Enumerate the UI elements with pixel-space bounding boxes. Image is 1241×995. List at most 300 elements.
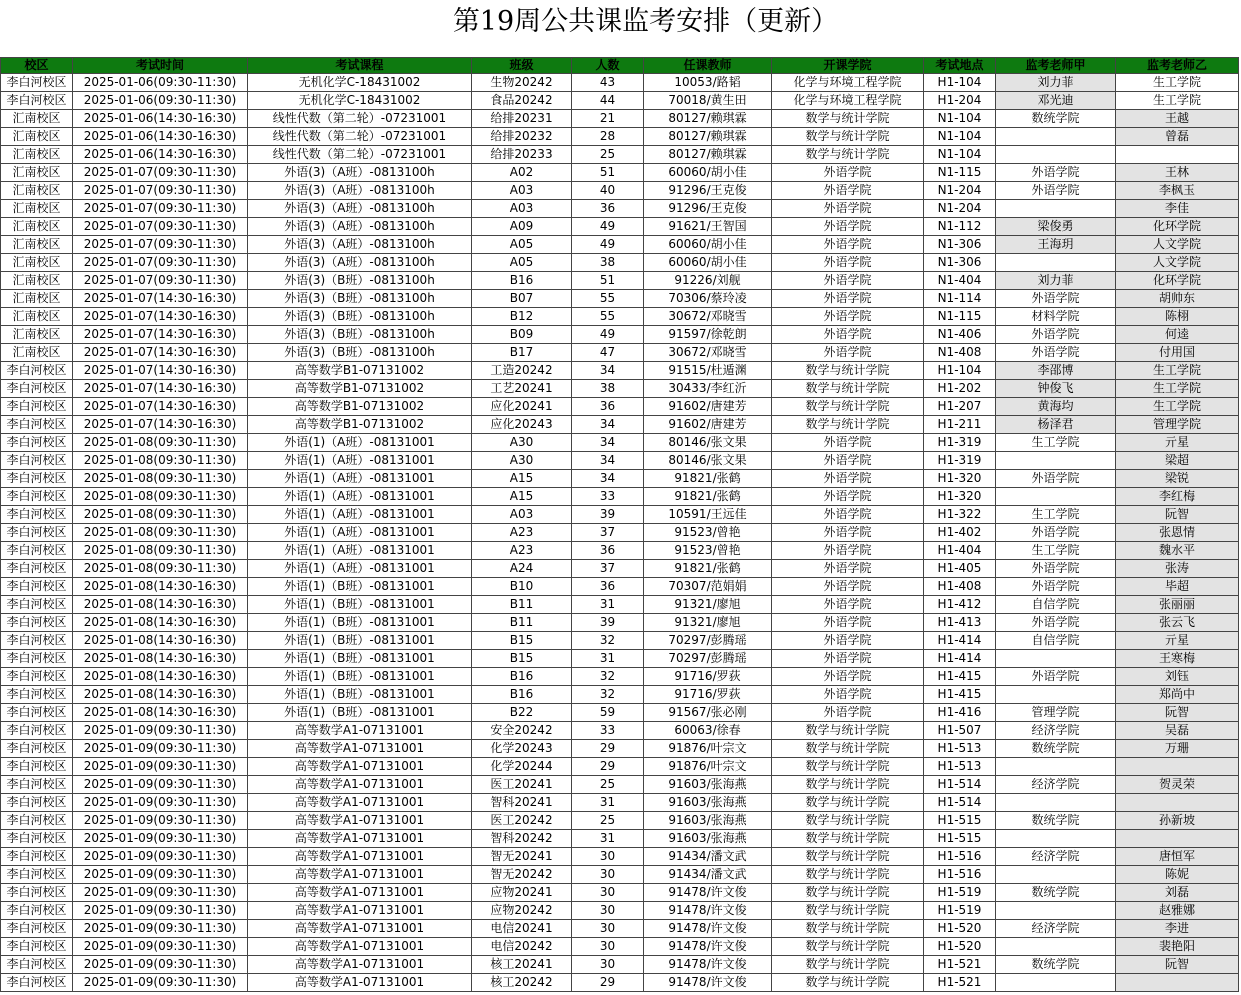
cell-exam-time[interactable]: 2025-01-09(09:30-11:30) — [73, 866, 248, 884]
cell-exam-course[interactable]: 外语(3)（A班）-0813100h — [248, 236, 472, 254]
cell-class[interactable]: B16 — [472, 272, 572, 290]
cell-exam-course[interactable]: 外语(1)（B班）-08131001 — [248, 704, 472, 722]
cell-teacher[interactable]: 91567/张必刚 — [644, 704, 772, 722]
cell-count[interactable]: 33 — [572, 488, 644, 506]
cell-college[interactable]: 数学与统计学院 — [772, 398, 924, 416]
cell-class[interactable]: 核工20242 — [472, 974, 572, 992]
cell-exam-time[interactable]: 2025-01-08(14:30-16:30) — [73, 632, 248, 650]
cell-location[interactable]: N1-115 — [924, 164, 996, 182]
cell-exam-course[interactable]: 高等数学A1-07131001 — [248, 866, 472, 884]
cell-location[interactable]: H1-207 — [924, 398, 996, 416]
cell-teacher[interactable]: 91523/曾艳 — [644, 524, 772, 542]
cell-proctor-a[interactable] — [996, 686, 1116, 704]
cell-count[interactable]: 32 — [572, 686, 644, 704]
cell-proctor-b[interactable]: 郑尚中 — [1116, 686, 1239, 704]
cell-count[interactable]: 49 — [572, 218, 644, 236]
cell-exam-time[interactable]: 2025-01-08(09:30-11:30) — [73, 524, 248, 542]
cell-campus[interactable]: 李白河校区 — [1, 524, 73, 542]
cell-exam-course[interactable]: 高等数学B1-07131002 — [248, 362, 472, 380]
cell-proctor-a[interactable]: 生工学院 — [996, 434, 1116, 452]
cell-campus[interactable]: 汇南校区 — [1, 146, 73, 164]
cell-location[interactable]: H1-202 — [924, 380, 996, 398]
cell-location[interactable]: N1-306 — [924, 236, 996, 254]
cell-exam-course[interactable]: 高等数学A1-07131001 — [248, 758, 472, 776]
cell-exam-time[interactable]: 2025-01-09(09:30-11:30) — [73, 758, 248, 776]
cell-location[interactable]: H1-414 — [924, 632, 996, 650]
cell-location[interactable]: H1-520 — [924, 938, 996, 956]
cell-proctor-a[interactable] — [996, 254, 1116, 272]
cell-campus[interactable]: 李白河校区 — [1, 74, 73, 92]
cell-class[interactable]: 应物20241 — [472, 884, 572, 902]
cell-proctor-a[interactable]: 杨泽君 — [996, 416, 1116, 434]
cell-proctor-b[interactable]: 阮智 — [1116, 956, 1239, 974]
cell-count[interactable]: 36 — [572, 578, 644, 596]
cell-campus[interactable]: 李白河校区 — [1, 794, 73, 812]
cell-campus[interactable]: 李白河校区 — [1, 434, 73, 452]
cell-exam-time[interactable]: 2025-01-09(09:30-11:30) — [73, 776, 248, 794]
cell-proctor-a[interactable] — [996, 488, 1116, 506]
cell-teacher[interactable]: 80127/赖琪霖 — [644, 146, 772, 164]
cell-count[interactable]: 21 — [572, 110, 644, 128]
cell-count[interactable]: 47 — [572, 344, 644, 362]
cell-exam-time[interactable]: 2025-01-06(14:30-16:30) — [73, 128, 248, 146]
cell-location[interactable]: H1-104 — [924, 74, 996, 92]
cell-exam-course[interactable]: 外语(1)（B班）-08131001 — [248, 596, 472, 614]
cell-teacher[interactable]: 91478/许文俊 — [644, 884, 772, 902]
cell-count[interactable]: 25 — [572, 776, 644, 794]
cell-proctor-a[interactable]: 外语学院 — [996, 470, 1116, 488]
cell-proctor-b[interactable] — [1116, 758, 1239, 776]
cell-proctor-a[interactable]: 钟俊飞 — [996, 380, 1116, 398]
cell-college[interactable]: 外语学院 — [772, 434, 924, 452]
cell-count[interactable]: 25 — [572, 146, 644, 164]
cell-proctor-b[interactable] — [1116, 146, 1239, 164]
cell-exam-time[interactable]: 2025-01-08(14:30-16:30) — [73, 686, 248, 704]
cell-count[interactable]: 25 — [572, 812, 644, 830]
cell-college[interactable]: 外语学院 — [772, 704, 924, 722]
cell-exam-time[interactable]: 2025-01-09(09:30-11:30) — [73, 938, 248, 956]
cell-proctor-a[interactable] — [996, 650, 1116, 668]
cell-count[interactable]: 43 — [572, 74, 644, 92]
cell-proctor-b[interactable]: 何逵 — [1116, 326, 1239, 344]
cell-exam-time[interactable]: 2025-01-08(09:30-11:30) — [73, 560, 248, 578]
cell-teacher[interactable]: 91296/王克俊 — [644, 182, 772, 200]
cell-proctor-b[interactable]: 生工学院 — [1116, 74, 1239, 92]
cell-class[interactable]: 食品20242 — [472, 92, 572, 110]
cell-location[interactable]: H1-507 — [924, 722, 996, 740]
cell-location[interactable]: N1-104 — [924, 128, 996, 146]
cell-proctor-a[interactable]: 外语学院 — [996, 668, 1116, 686]
cell-class[interactable]: B12 — [472, 308, 572, 326]
cell-proctor-b[interactable]: 胡帅东 — [1116, 290, 1239, 308]
cell-teacher[interactable]: 10053/路韬 — [644, 74, 772, 92]
cell-class[interactable]: 智科20242 — [472, 830, 572, 848]
cell-exam-time[interactable]: 2025-01-09(09:30-11:30) — [73, 830, 248, 848]
cell-proctor-a[interactable] — [996, 452, 1116, 470]
cell-exam-course[interactable]: 线性代数（第二轮）-07231001 — [248, 110, 472, 128]
cell-exam-time[interactable]: 2025-01-06(09:30-11:30) — [73, 92, 248, 110]
cell-campus[interactable]: 李白河校区 — [1, 830, 73, 848]
cell-class[interactable]: B11 — [472, 614, 572, 632]
cell-exam-time[interactable]: 2025-01-07(14:30-16:30) — [73, 416, 248, 434]
cell-exam-time[interactable]: 2025-01-08(09:30-11:30) — [73, 470, 248, 488]
cell-teacher[interactable]: 91434/潘文武 — [644, 848, 772, 866]
cell-exam-time[interactable]: 2025-01-07(14:30-16:30) — [73, 362, 248, 380]
cell-proctor-b[interactable]: 管理学院 — [1116, 416, 1239, 434]
cell-college[interactable]: 数学与统计学院 — [772, 974, 924, 992]
cell-count[interactable]: 30 — [572, 920, 644, 938]
cell-college[interactable]: 外语学院 — [772, 164, 924, 182]
cell-location[interactable]: H1-516 — [924, 866, 996, 884]
cell-exam-course[interactable]: 外语(1)（A班）-08131001 — [248, 560, 472, 578]
cell-teacher[interactable]: 91821/张鹤 — [644, 470, 772, 488]
cell-location[interactable]: H1-416 — [924, 704, 996, 722]
cell-class[interactable]: 化学20244 — [472, 758, 572, 776]
cell-college[interactable]: 外语学院 — [772, 326, 924, 344]
cell-exam-course[interactable]: 外语(1)（A班）-08131001 — [248, 434, 472, 452]
cell-teacher[interactable]: 30672/邓晓雪 — [644, 344, 772, 362]
cell-exam-time[interactable]: 2025-01-08(09:30-11:30) — [73, 542, 248, 560]
cell-campus[interactable]: 李白河校区 — [1, 902, 73, 920]
cell-exam-course[interactable]: 外语(1)（B班）-08131001 — [248, 614, 472, 632]
cell-class[interactable]: A24 — [472, 560, 572, 578]
cell-exam-course[interactable]: 高等数学A1-07131001 — [248, 794, 472, 812]
cell-class[interactable]: A03 — [472, 506, 572, 524]
cell-proctor-b[interactable]: 化环学院 — [1116, 218, 1239, 236]
cell-teacher[interactable]: 91716/罗荻 — [644, 686, 772, 704]
cell-teacher[interactable]: 30433/李红沂 — [644, 380, 772, 398]
cell-exam-time[interactable]: 2025-01-09(09:30-11:30) — [73, 794, 248, 812]
cell-class[interactable]: B11 — [472, 596, 572, 614]
cell-exam-time[interactable]: 2025-01-08(09:30-11:30) — [73, 488, 248, 506]
cell-count[interactable]: 30 — [572, 956, 644, 974]
cell-exam-time[interactable]: 2025-01-07(09:30-11:30) — [73, 218, 248, 236]
cell-count[interactable]: 29 — [572, 740, 644, 758]
cell-college[interactable]: 数学与统计学院 — [772, 938, 924, 956]
cell-college[interactable]: 数学与统计学院 — [772, 758, 924, 776]
cell-teacher[interactable]: 80146/张文果 — [644, 452, 772, 470]
cell-teacher[interactable]: 91321/廖旭 — [644, 614, 772, 632]
cell-exam-time[interactable]: 2025-01-09(09:30-11:30) — [73, 722, 248, 740]
cell-proctor-a[interactable]: 数统学院 — [996, 740, 1116, 758]
cell-exam-course[interactable]: 外语(3)（A班）-0813100h — [248, 164, 472, 182]
cell-count[interactable]: 29 — [572, 974, 644, 992]
cell-proctor-b[interactable]: 生工学院 — [1116, 92, 1239, 110]
header-proctor-a[interactable]: 监考老师甲 — [996, 58, 1116, 74]
cell-location[interactable]: H1-514 — [924, 776, 996, 794]
cell-class[interactable]: A30 — [472, 452, 572, 470]
cell-exam-course[interactable]: 外语(3)（A班）-0813100h — [248, 200, 472, 218]
cell-location[interactable]: N1-204 — [924, 200, 996, 218]
cell-proctor-a[interactable] — [996, 794, 1116, 812]
cell-class[interactable]: 化学20243 — [472, 740, 572, 758]
cell-college[interactable]: 外语学院 — [772, 524, 924, 542]
cell-class[interactable]: 医工20242 — [472, 812, 572, 830]
cell-teacher[interactable]: 91597/徐乾朗 — [644, 326, 772, 344]
cell-exam-time[interactable]: 2025-01-08(14:30-16:30) — [73, 578, 248, 596]
cell-class[interactable]: 给排20232 — [472, 128, 572, 146]
cell-exam-course[interactable]: 外语(1)（A班）-08131001 — [248, 488, 472, 506]
cell-count[interactable]: 34 — [572, 362, 644, 380]
cell-exam-course[interactable]: 无机化学C-18431002 — [248, 74, 472, 92]
cell-proctor-b[interactable]: 张恩情 — [1116, 524, 1239, 542]
cell-exam-course[interactable]: 外语(3)（A班）-0813100h — [248, 254, 472, 272]
cell-college[interactable]: 外语学院 — [772, 272, 924, 290]
cell-college[interactable]: 外语学院 — [772, 488, 924, 506]
header-teacher[interactable]: 任课教师 — [644, 58, 772, 74]
cell-college[interactable]: 外语学院 — [772, 218, 924, 236]
cell-proctor-b[interactable]: 张云飞 — [1116, 614, 1239, 632]
cell-proctor-a[interactable]: 经济学院 — [996, 722, 1116, 740]
cell-class[interactable]: A03 — [472, 200, 572, 218]
cell-location[interactable]: N1-306 — [924, 254, 996, 272]
cell-exam-time[interactable]: 2025-01-09(09:30-11:30) — [73, 956, 248, 974]
cell-campus[interactable]: 李白河校区 — [1, 938, 73, 956]
cell-location[interactable]: H1-402 — [924, 524, 996, 542]
cell-campus[interactable]: 李白河校区 — [1, 452, 73, 470]
cell-class[interactable]: 工造20242 — [472, 362, 572, 380]
cell-exam-course[interactable]: 高等数学B1-07131002 — [248, 380, 472, 398]
cell-proctor-a[interactable] — [996, 830, 1116, 848]
cell-teacher[interactable]: 91876/叶宗文 — [644, 740, 772, 758]
cell-count[interactable]: 30 — [572, 884, 644, 902]
cell-count[interactable]: 30 — [572, 902, 644, 920]
cell-proctor-b[interactable]: 唐恒军 — [1116, 848, 1239, 866]
cell-class[interactable]: A23 — [472, 542, 572, 560]
cell-proctor-b[interactable]: 李红梅 — [1116, 488, 1239, 506]
cell-class[interactable]: B17 — [472, 344, 572, 362]
cell-exam-time[interactable]: 2025-01-07(09:30-11:30) — [73, 272, 248, 290]
cell-proctor-a[interactable]: 刘力菲 — [996, 272, 1116, 290]
cell-exam-course[interactable]: 高等数学A1-07131001 — [248, 902, 472, 920]
cell-class[interactable]: B22 — [472, 704, 572, 722]
cell-location[interactable]: H1-320 — [924, 488, 996, 506]
cell-college[interactable]: 数学与统计学院 — [772, 740, 924, 758]
cell-location[interactable]: N1-104 — [924, 146, 996, 164]
cell-college[interactable]: 数学与统计学院 — [772, 794, 924, 812]
cell-exam-course[interactable]: 外语(1)（B班）-08131001 — [248, 686, 472, 704]
cell-count[interactable]: 36 — [572, 398, 644, 416]
cell-location[interactable]: H1-515 — [924, 830, 996, 848]
cell-proctor-a[interactable] — [996, 758, 1116, 776]
cell-teacher[interactable]: 91602/唐建芳 — [644, 398, 772, 416]
cell-proctor-a[interactable]: 数统学院 — [996, 110, 1116, 128]
cell-exam-course[interactable]: 高等数学A1-07131001 — [248, 884, 472, 902]
cell-proctor-b[interactable] — [1116, 830, 1239, 848]
cell-proctor-b[interactable]: 陈栩 — [1116, 308, 1239, 326]
cell-exam-time[interactable]: 2025-01-08(09:30-11:30) — [73, 452, 248, 470]
cell-college[interactable]: 数学与统计学院 — [772, 848, 924, 866]
cell-exam-course[interactable]: 高等数学A1-07131001 — [248, 812, 472, 830]
cell-proctor-b[interactable]: 吴磊 — [1116, 722, 1239, 740]
cell-count[interactable]: 49 — [572, 236, 644, 254]
cell-location[interactable]: H1-319 — [924, 434, 996, 452]
cell-location[interactable]: H1-513 — [924, 758, 996, 776]
header-campus[interactable]: 校区 — [1, 58, 73, 74]
cell-exam-course[interactable]: 外语(1)（B班）-08131001 — [248, 650, 472, 668]
cell-exam-course[interactable]: 外语(1)（A班）-08131001 — [248, 524, 472, 542]
cell-proctor-a[interactable]: 生工学院 — [996, 542, 1116, 560]
cell-exam-course[interactable]: 外语(3)（B班）-0813100h — [248, 344, 472, 362]
cell-exam-course[interactable]: 外语(3)（B班）-0813100h — [248, 272, 472, 290]
cell-class[interactable]: 医工20241 — [472, 776, 572, 794]
cell-location[interactable]: H1-412 — [924, 596, 996, 614]
cell-exam-time[interactable]: 2025-01-07(14:30-16:30) — [73, 326, 248, 344]
cell-proctor-a[interactable] — [996, 902, 1116, 920]
cell-class[interactable]: A03 — [472, 182, 572, 200]
cell-count[interactable]: 37 — [572, 560, 644, 578]
cell-campus[interactable]: 李白河校区 — [1, 920, 73, 938]
cell-campus[interactable]: 汇南校区 — [1, 254, 73, 272]
cell-exam-time[interactable]: 2025-01-07(14:30-16:30) — [73, 344, 248, 362]
cell-campus[interactable]: 李白河校区 — [1, 362, 73, 380]
cell-exam-time[interactable]: 2025-01-08(09:30-11:30) — [73, 506, 248, 524]
cell-class[interactable]: A15 — [472, 470, 572, 488]
cell-campus[interactable]: 李白河校区 — [1, 542, 73, 560]
cell-location[interactable]: N1-404 — [924, 272, 996, 290]
cell-location[interactable]: H1-320 — [924, 470, 996, 488]
cell-teacher[interactable]: 91602/唐建芳 — [644, 416, 772, 434]
cell-teacher[interactable]: 30672/邓晓雪 — [644, 308, 772, 326]
cell-proctor-a[interactable]: 管理学院 — [996, 704, 1116, 722]
cell-class[interactable]: A05 — [472, 236, 572, 254]
cell-location[interactable]: H1-204 — [924, 92, 996, 110]
cell-location[interactable]: H1-413 — [924, 614, 996, 632]
cell-class[interactable]: B10 — [472, 578, 572, 596]
cell-proctor-b[interactable] — [1116, 974, 1239, 992]
cell-teacher[interactable]: 91226/刘舰 — [644, 272, 772, 290]
cell-college[interactable]: 数学与统计学院 — [772, 776, 924, 794]
cell-campus[interactable]: 李白河校区 — [1, 758, 73, 776]
cell-teacher[interactable]: 91515/杜遁渊 — [644, 362, 772, 380]
cell-class[interactable]: B15 — [472, 650, 572, 668]
cell-proctor-b[interactable]: 亓星 — [1116, 632, 1239, 650]
cell-count[interactable]: 38 — [572, 254, 644, 272]
cell-class[interactable]: A15 — [472, 488, 572, 506]
cell-proctor-b[interactable]: 张丽丽 — [1116, 596, 1239, 614]
cell-teacher[interactable]: 91478/许文俊 — [644, 974, 772, 992]
cell-location[interactable]: N1-408 — [924, 344, 996, 362]
cell-college[interactable]: 数学与统计学院 — [772, 110, 924, 128]
cell-campus[interactable]: 李白河校区 — [1, 578, 73, 596]
cell-location[interactable]: H1-414 — [924, 650, 996, 668]
cell-proctor-a[interactable]: 外语学院 — [996, 560, 1116, 578]
cell-exam-course[interactable]: 高等数学A1-07131001 — [248, 848, 472, 866]
cell-campus[interactable]: 李白河校区 — [1, 416, 73, 434]
cell-teacher[interactable]: 91621/王智国 — [644, 218, 772, 236]
cell-college[interactable]: 数学与统计学院 — [772, 956, 924, 974]
cell-count[interactable]: 55 — [572, 290, 644, 308]
cell-teacher[interactable]: 91876/叶宗文 — [644, 758, 772, 776]
cell-count[interactable]: 39 — [572, 614, 644, 632]
cell-proctor-b[interactable]: 贺灵荣 — [1116, 776, 1239, 794]
cell-location[interactable]: N1-204 — [924, 182, 996, 200]
cell-proctor-b[interactable]: 生工学院 — [1116, 362, 1239, 380]
cell-class[interactable]: 给排20233 — [472, 146, 572, 164]
cell-location[interactable]: N1-104 — [924, 110, 996, 128]
cell-location[interactable]: H1-415 — [924, 686, 996, 704]
cell-location[interactable]: H1-408 — [924, 578, 996, 596]
cell-campus[interactable]: 汇南校区 — [1, 290, 73, 308]
cell-count[interactable]: 40 — [572, 182, 644, 200]
cell-class[interactable]: 工艺20241 — [472, 380, 572, 398]
cell-exam-course[interactable]: 高等数学A1-07131001 — [248, 956, 472, 974]
cell-class[interactable]: A09 — [472, 218, 572, 236]
cell-location[interactable]: H1-211 — [924, 416, 996, 434]
cell-exam-time[interactable]: 2025-01-08(14:30-16:30) — [73, 704, 248, 722]
cell-proctor-b[interactable]: 刘钰 — [1116, 668, 1239, 686]
cell-exam-time[interactable]: 2025-01-07(09:30-11:30) — [73, 236, 248, 254]
cell-teacher[interactable]: 91603/张海燕 — [644, 776, 772, 794]
cell-proctor-a[interactable]: 李邵博 — [996, 362, 1116, 380]
cell-exam-time[interactable]: 2025-01-09(09:30-11:30) — [73, 812, 248, 830]
cell-college[interactable]: 数学与统计学院 — [772, 866, 924, 884]
cell-teacher[interactable]: 91716/罗荻 — [644, 668, 772, 686]
cell-proctor-a[interactable]: 外语学院 — [996, 344, 1116, 362]
cell-college[interactable]: 外语学院 — [772, 452, 924, 470]
cell-count[interactable]: 44 — [572, 92, 644, 110]
cell-proctor-a[interactable]: 外语学院 — [996, 524, 1116, 542]
cell-class[interactable]: 生物20242 — [472, 74, 572, 92]
cell-campus[interactable]: 李白河校区 — [1, 506, 73, 524]
cell-exam-time[interactable]: 2025-01-08(14:30-16:30) — [73, 596, 248, 614]
cell-proctor-b[interactable] — [1116, 794, 1239, 812]
cell-college[interactable]: 外语学院 — [772, 560, 924, 578]
cell-count[interactable]: 30 — [572, 866, 644, 884]
cell-teacher[interactable]: 80127/赖琪霖 — [644, 128, 772, 146]
cell-proctor-a[interactable]: 外语学院 — [996, 326, 1116, 344]
cell-location[interactable]: H1-521 — [924, 974, 996, 992]
cell-exam-time[interactable]: 2025-01-07(14:30-16:30) — [73, 290, 248, 308]
cell-teacher[interactable]: 91478/许文俊 — [644, 938, 772, 956]
cell-teacher[interactable]: 60060/胡小佳 — [644, 254, 772, 272]
cell-location[interactable]: H1-405 — [924, 560, 996, 578]
cell-proctor-a[interactable]: 外语学院 — [996, 164, 1116, 182]
cell-teacher[interactable]: 70297/彭腾瑶 — [644, 650, 772, 668]
cell-proctor-a[interactable]: 数统学院 — [996, 884, 1116, 902]
cell-college[interactable]: 外语学院 — [772, 308, 924, 326]
header-class[interactable]: 班级 — [472, 58, 572, 74]
cell-proctor-b[interactable]: 人文学院 — [1116, 254, 1239, 272]
cell-exam-time[interactable]: 2025-01-07(14:30-16:30) — [73, 308, 248, 326]
cell-exam-time[interactable]: 2025-01-07(09:30-11:30) — [73, 182, 248, 200]
cell-count[interactable]: 28 — [572, 128, 644, 146]
cell-proctor-b[interactable]: 裴艳阳 — [1116, 938, 1239, 956]
cell-count[interactable]: 31 — [572, 794, 644, 812]
cell-proctor-b[interactable]: 李佳 — [1116, 200, 1239, 218]
cell-proctor-b[interactable]: 曾磊 — [1116, 128, 1239, 146]
cell-college[interactable]: 数学与统计学院 — [772, 146, 924, 164]
cell-location[interactable]: H1-521 — [924, 956, 996, 974]
cell-proctor-a[interactable]: 材料学院 — [996, 308, 1116, 326]
cell-college[interactable]: 外语学院 — [772, 596, 924, 614]
cell-exam-course[interactable]: 外语(1)（A班）-08131001 — [248, 542, 472, 560]
cell-location[interactable]: N1-115 — [924, 308, 996, 326]
cell-proctor-a[interactable]: 数统学院 — [996, 812, 1116, 830]
cell-college[interactable]: 外语学院 — [772, 614, 924, 632]
cell-teacher[interactable]: 91478/许文俊 — [644, 902, 772, 920]
cell-count[interactable]: 30 — [572, 848, 644, 866]
cell-location[interactable]: H1-513 — [924, 740, 996, 758]
cell-class[interactable]: 电信20241 — [472, 920, 572, 938]
cell-count[interactable]: 36 — [572, 200, 644, 218]
cell-proctor-a[interactable]: 经济学院 — [996, 920, 1116, 938]
cell-proctor-b[interactable]: 李枫玉 — [1116, 182, 1239, 200]
cell-count[interactable]: 34 — [572, 416, 644, 434]
cell-exam-time[interactable]: 2025-01-08(09:30-11:30) — [73, 434, 248, 452]
cell-teacher[interactable]: 91478/许文俊 — [644, 920, 772, 938]
cell-location[interactable]: N1-112 — [924, 218, 996, 236]
